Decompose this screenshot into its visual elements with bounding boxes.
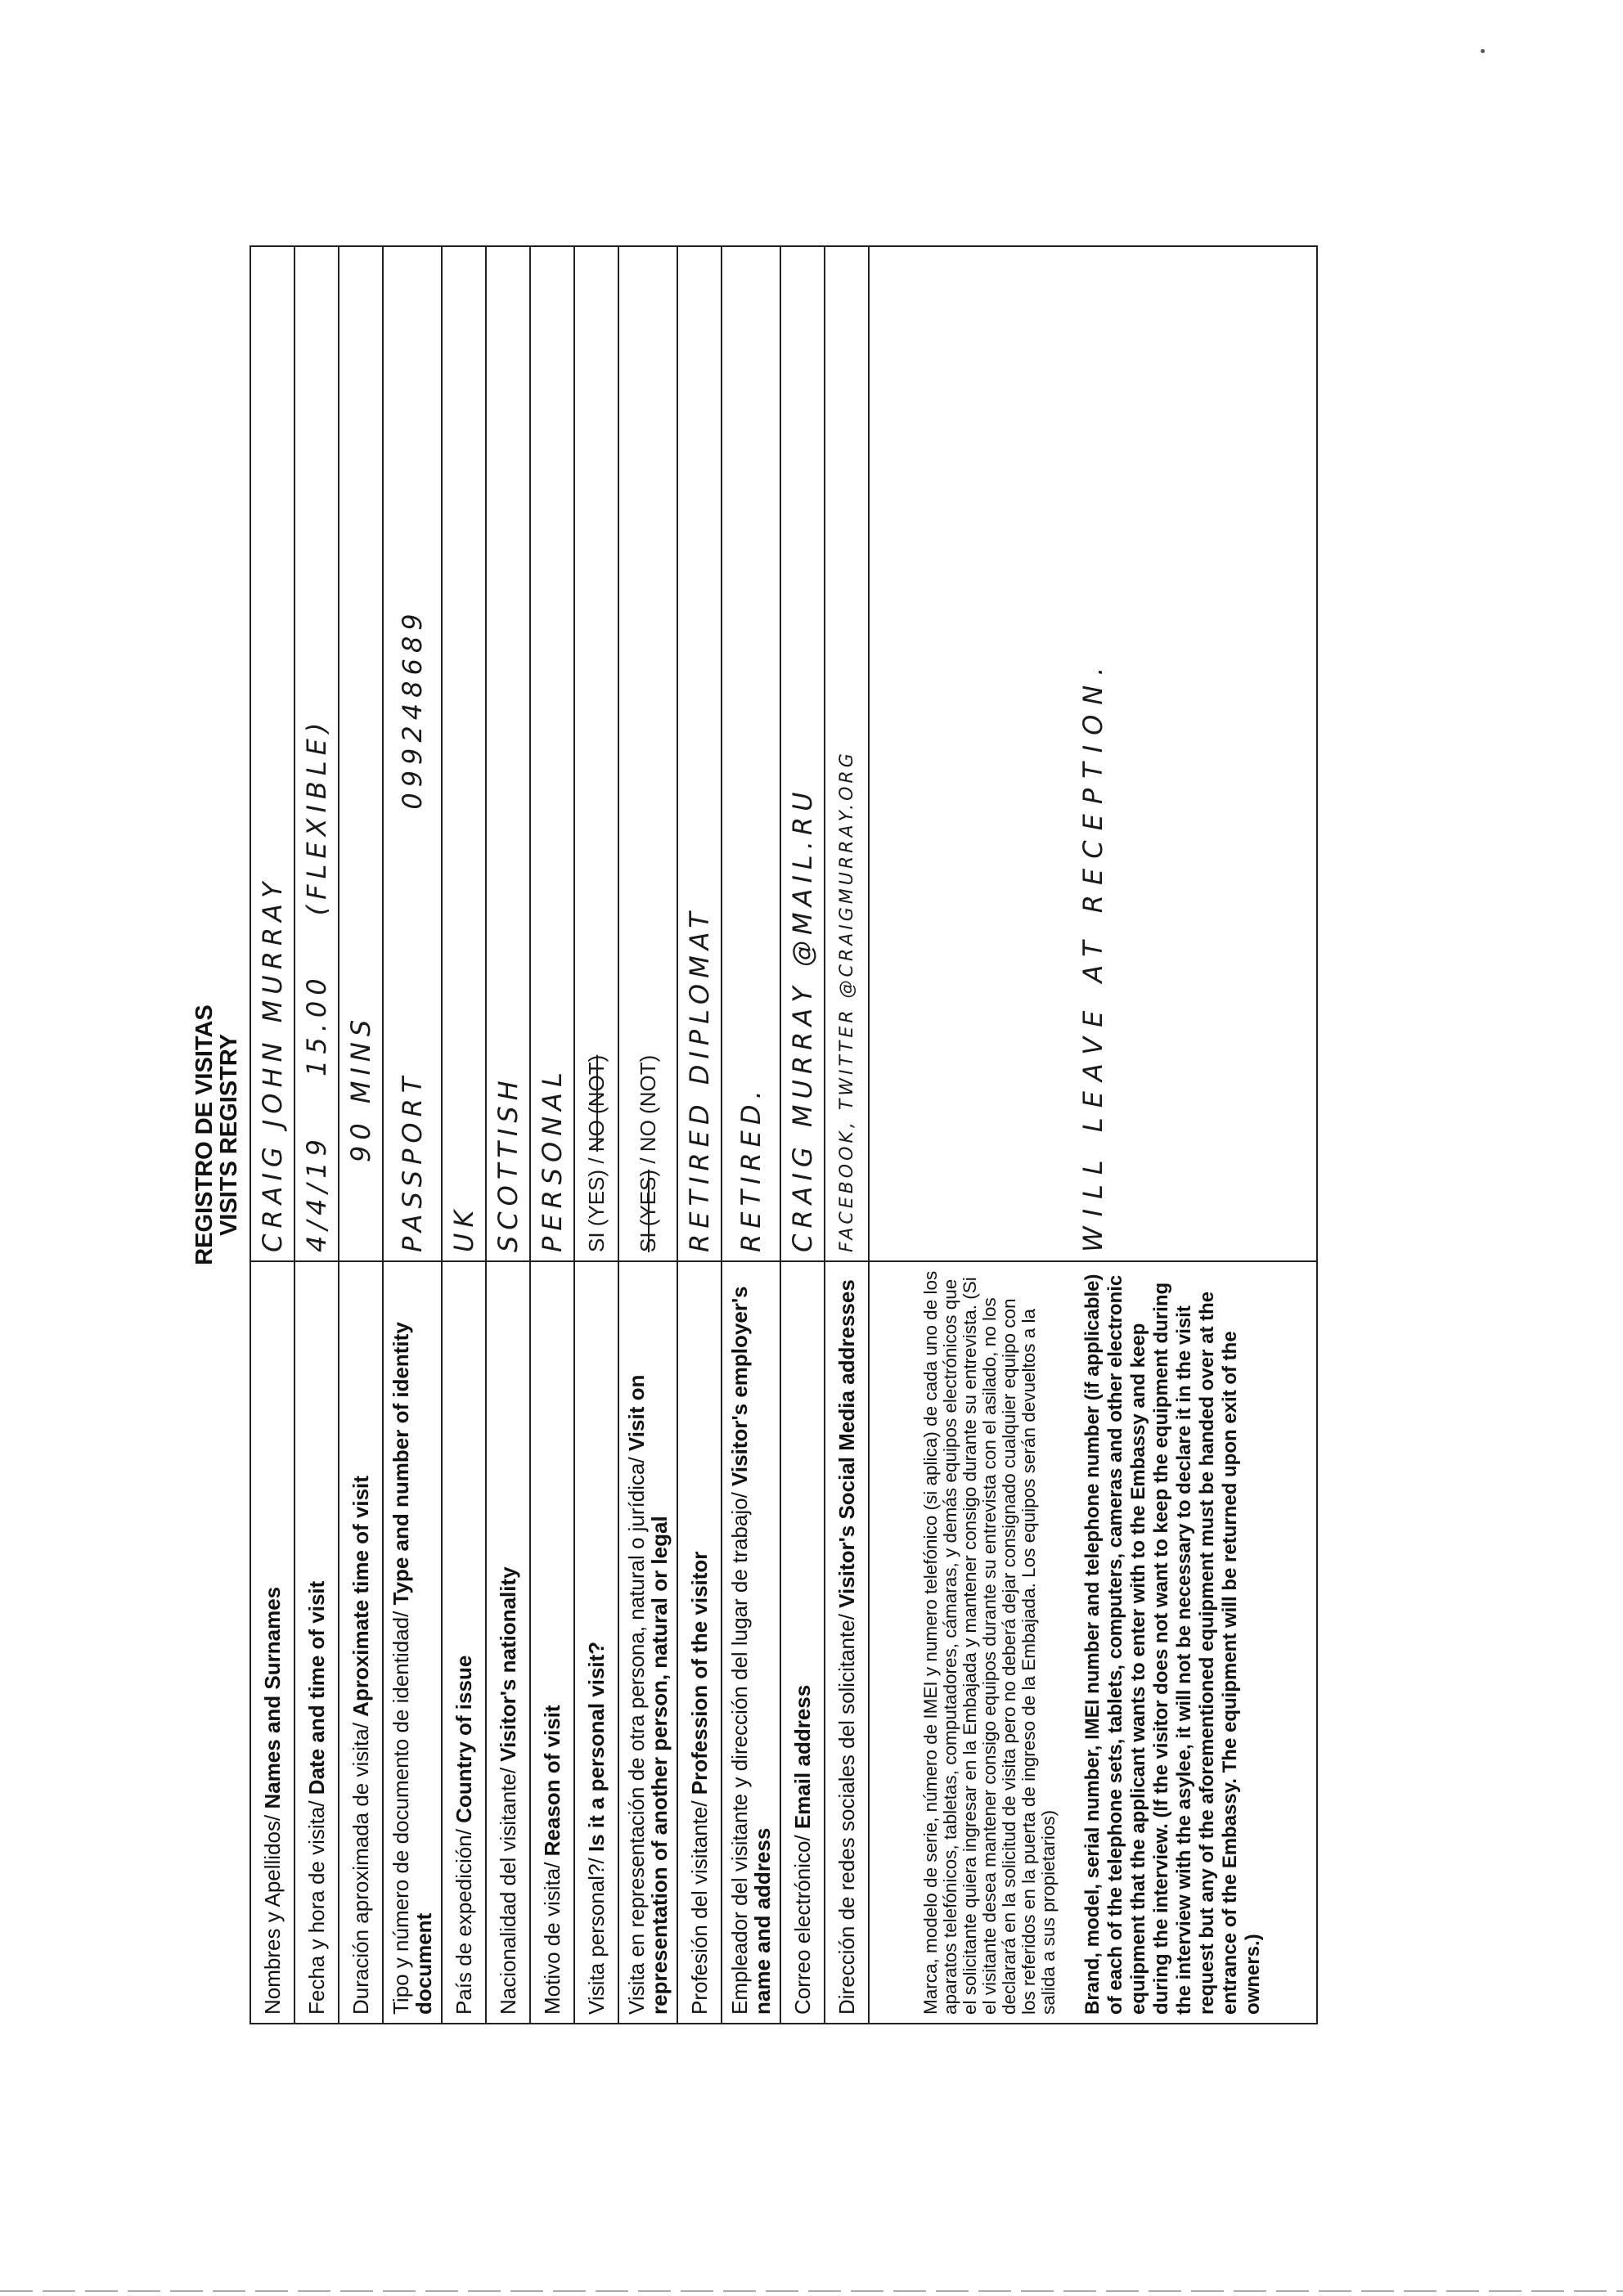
- equipment-label: [869, 1261, 1317, 2024]
- title-english: VISITS REGISTRY: [216, 1033, 242, 1237]
- representation-visit-choice[interactable]: SI (YES) / NO (NOT): [618, 246, 677, 1261]
- row-label: Visita en representación de otra persona, natural o jurídica/ Visit on representation of another person, natural or legal: [618, 1261, 677, 2024]
- employer-value[interactable]: RETIRED.: [722, 246, 780, 1261]
- equipment-note-spanish: Marca, modelo de serie, número de IMEI y numero telefónico (si aplica) de cada uno de los aparatos telefónicos, tabletas, computadores, cámaras, y demás equipos electrónicos que el solicitante quiera ingresar en la Embajada y mantener consigo durante su entrevista. (Si el visitante desea mantener consigo equipos durante su entrevista con el asilado, no los declarará en la solicitud de visita pero no deberá dejar consignado cualquier equipo con los referidos en la puerta de ingreso de la Embajada. Los equipos serán devueltos a la salida a sus propietarios): [920, 1270, 1059, 2015]
- table-row: [677, 246, 722, 2024]
- table-row: [618, 246, 677, 2024]
- profession-value[interactable]: RETIRED DIPLOMAT: [677, 246, 722, 1261]
- nationality-value[interactable]: SCOTTISH: [486, 246, 530, 1261]
- table-row: [722, 246, 780, 2024]
- reason-value[interactable]: PERSONAL: [530, 246, 574, 1261]
- table-row: [294, 246, 339, 2024]
- row-label: Nacionalidad del visitante/ Visitor's nationality: [486, 1261, 530, 2024]
- row-label: Correo electrónico/ Email address: [780, 1261, 825, 2024]
- row-label: Visita personal?/ Is it a personal visit?: [574, 1261, 618, 2024]
- names-value[interactable]: CRAIG JOHN MURRAY: [250, 246, 294, 1261]
- date-time-value[interactable]: 4/4/1915.00(FLEXIBLE): [294, 246, 339, 1261]
- table-row: [250, 246, 294, 2024]
- title-spanish: REGISTRO DE VISITAS: [191, 1004, 218, 1265]
- registry-table: [250, 245, 1318, 2024]
- row-label: Nombres y Apellidos/ Names and Surnames: [250, 1261, 294, 2024]
- table-row: [486, 246, 530, 2024]
- table-row: [442, 246, 486, 2024]
- social-media-value[interactable]: FACEBOOK, TWITTER @CRAIGMURRAY.ORG: [825, 246, 869, 1261]
- row-label: Empleador del visitante y dirección del lugar de trabajo/ Visitor's employer's name and address: [722, 1261, 780, 2024]
- table-row: [780, 246, 825, 2024]
- row-label: Duración aproximada de visita/ Aproximate time of visit: [339, 1261, 383, 2024]
- duration-value[interactable]: 90 MINS: [339, 246, 383, 1261]
- form-title: [192, 245, 241, 2024]
- table-row: [869, 246, 1317, 2024]
- equipment-value[interactable]: WILL LEAVE AT RECEPTION.: [869, 246, 1317, 1261]
- row-label: Fecha y hora de visita/ Date and time of visit: [294, 1261, 339, 2024]
- row-label: Dirección de redes sociales del solicitante/ Visitor's Social Media addresses: [825, 1261, 869, 2024]
- personal-visit-choice[interactable]: SI (YES) / NO (NOT): [574, 246, 618, 1261]
- scan-bottom-edge: [0, 2290, 1623, 2292]
- table-row: [530, 246, 574, 2024]
- country-value[interactable]: UK: [442, 246, 486, 1261]
- table-row: [339, 246, 383, 2024]
- row-label: País de expedición/ Country of issue: [442, 1261, 486, 2024]
- table-row: [383, 246, 442, 2024]
- row-label: Profesión del visitante/ Profession of the visitor: [677, 1261, 722, 2024]
- visits-registry-form: [192, 245, 1456, 2024]
- table-row: [574, 246, 618, 2024]
- row-label: Motivo de visita/ Reason of visit: [530, 1261, 574, 2024]
- email-value[interactable]: CRAIG MURRAY @MAIL.RU: [780, 246, 825, 1261]
- scan-speck: [1481, 49, 1485, 53]
- table-row: [825, 246, 869, 2024]
- equipment-note-english: Brand, model, serial number, IMEI number and telephone number (if applicable) of each of the telephone sets, tablets, computers, cameras and other electronic equipment that the applicant wants to enter with to the Embassy and keep during the interview. (If the visitor does not want to keep the equipment during the interview with the asylee, it will not be necessary to declare it in the visit request but any of the aforementioned equipment must be handed over at the entrance of the Embassy. The equipment will be returned upon exit of the owners.): [1081, 1274, 1264, 2015]
- row-label: Tipo y número de documento de identidad/ Type and number of identity document: [383, 1261, 442, 2024]
- identity-document-value[interactable]: PASSPORT099248689: [383, 246, 442, 1261]
